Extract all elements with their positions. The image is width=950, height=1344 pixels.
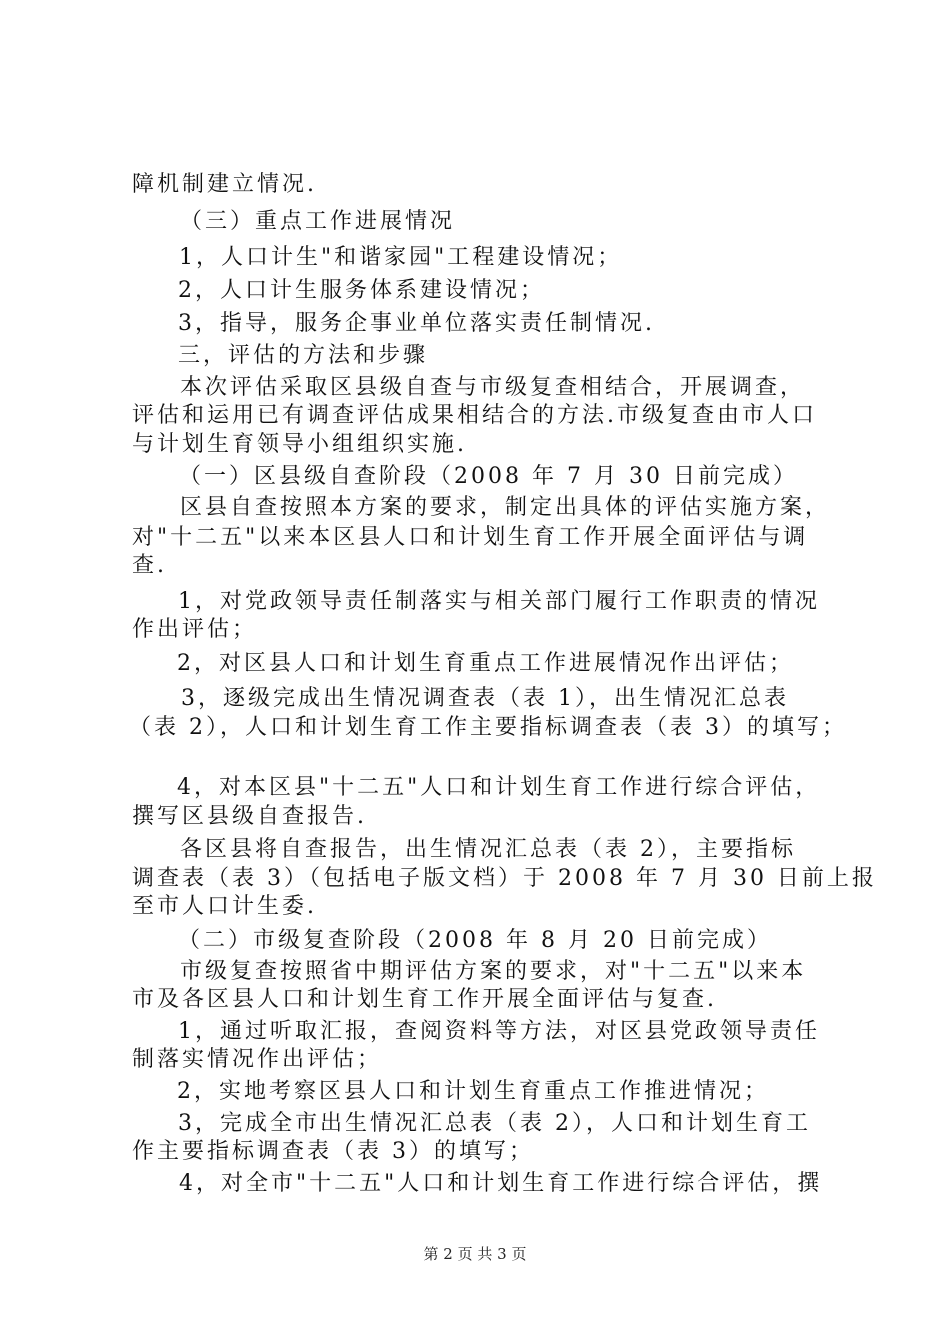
- text-line: 4，对本区县"十二五"人口和计划生育工作进行综合评估，: [177, 775, 821, 800]
- text-line: 调查表（表 3）（包括电子版文档）于 2008 年 7 月 30 日前上报: [132, 866, 877, 891]
- text-line: （三）重点工作进展情况: [180, 209, 456, 234]
- text-line: 1，通过听取汇报，查阅资料等方法，对区县党政领导责任: [178, 1019, 820, 1044]
- text-line: 1，对党政领导责任制落实与相关部门履行工作职责的情况: [178, 589, 820, 614]
- text-line: 制落实情况作出评估；: [132, 1047, 383, 1072]
- text-line: 三，评估的方法和步骤: [178, 343, 429, 368]
- text-line: 2，实地考察区县人口和计划生育重点工作推进情况；: [177, 1079, 769, 1104]
- text-line: 作主要指标调查表（表 3）的填写；: [132, 1139, 534, 1164]
- text-line: 3，逐级完成出生情况调查表（表 1），出生情况汇总表: [181, 686, 789, 711]
- text-line: （二）市级复查阶段（2008 年 8 月 20 日前完成）: [178, 928, 772, 953]
- text-line: 2，对区县人口和计划生育重点工作进展情况作出评估；: [177, 651, 794, 676]
- text-line: 与计划生育领导小组组织实施.: [132, 432, 467, 457]
- text-line: 对"十二五"以来本区县人口和计划生育工作开展全面评估与调: [132, 525, 809, 550]
- text-line: 市级复查按照省中期评估方案的要求，对"十二五"以来本: [180, 959, 807, 984]
- text-line: 区县自查按照本方案的要求，制定出具体的评估实施方案，: [180, 495, 831, 520]
- text-line: 1，人口计生"和谐家园"工程建设情况；: [179, 245, 623, 270]
- text-line: 评估和运用已有调查评估成果相结合的方法.市级复查由市人口: [132, 403, 817, 428]
- text-line: 撰写区县级自查报告.: [132, 804, 367, 829]
- text-line: 市及各区县人口和计划生育工作开展全面评估与复查.: [132, 987, 717, 1012]
- text-line: 3，完成全市出生情况汇总表（表 2），人口和计划生育工: [178, 1111, 811, 1136]
- text-line: 至市人口计生委.: [132, 894, 317, 919]
- text-line: （一）区县级自查阶段（2008 年 7 月 30 日前完成）: [179, 464, 798, 489]
- text-line: 2，人口计生服务体系建设情况；: [178, 278, 545, 303]
- text-line: 障机制建立情况.: [132, 172, 317, 197]
- text-line: 3，指导，服务企事业单位落实责任制情况.: [178, 311, 655, 336]
- text-line: 本次评估采取区县级自查与市级复查相结合，开展调查，: [180, 375, 806, 400]
- page-number-footer: 第 2 页 共 3 页: [423, 1245, 527, 1263]
- text-line: 4，对全市"十二五"人口和计划生育工作进行综合评估，撰: [179, 1171, 823, 1196]
- text-line: （表 2），人口和计划生育工作主要指标调查表（表 3）的填写；: [129, 715, 847, 740]
- text-line: 各区县将自查报告，出生情况汇总表（表 2），主要指标: [180, 837, 796, 862]
- text-line: 作出评估；: [132, 617, 258, 642]
- text-line: 查.: [132, 553, 167, 578]
